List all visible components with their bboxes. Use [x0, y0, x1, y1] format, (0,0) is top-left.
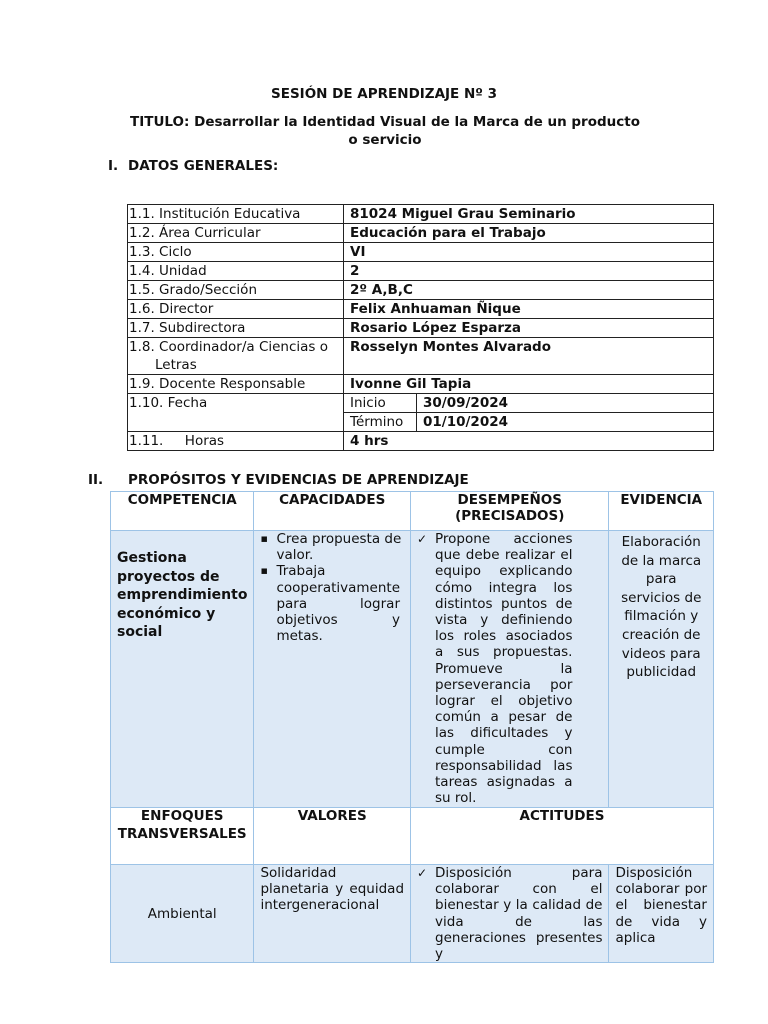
table-row	[128, 300, 714, 319]
list-item: ✓ Propone acciones que debe realizar el equipo explicando cómo integra los distintos puntos de vista y definiendo los roles asociados a sus propuestas. Promueve la perseverancia por lograr el objetivo común a pesar de las dificultades y cumple con responsabilidad las tareas asignadas a su rol.	[435, 531, 572, 806]
table-row	[128, 243, 714, 262]
header-desempenos: DESEMPEÑOS (PRECISADOS)	[411, 492, 609, 531]
competencia-cell: Gestiona proyectos de emprendimiento económico y social	[111, 531, 254, 808]
table-row	[128, 224, 714, 243]
datos-label-line2: Letras	[155, 357, 197, 373]
datos-label-line1: 1.8. Coordinador/a Ciencias o	[129, 339, 329, 355]
capacidades-list	[260, 531, 404, 644]
datos-value: Rosario López Esparza	[344, 319, 714, 338]
datos-value: Felix Anhuaman Ñique	[344, 300, 714, 319]
datos-label: 1.3. Ciclo	[128, 243, 344, 262]
datos-label: 1.1. Institución Educativa	[128, 205, 344, 224]
capacidades-cell	[254, 531, 411, 808]
list-item: ▪ Trabaja cooperativamente para lograr objetivos y metas.	[276, 563, 404, 644]
datos-value: VI	[344, 243, 714, 262]
datos-label: 1.4. Unidad	[128, 262, 344, 281]
datos-value: 2	[344, 262, 714, 281]
list-item: ▪ Crea propuesta de valor.	[276, 531, 404, 563]
datos-label: 1.5. Grado/Sección	[128, 281, 344, 300]
fecha-inicio-value: 30/09/2024	[417, 394, 714, 413]
fecha-termino-value: 01/10/2024	[417, 413, 714, 432]
section2-number: II.	[88, 472, 104, 488]
table-row	[128, 432, 714, 451]
datos-value: Educación para el Trabajo	[344, 224, 714, 243]
table-row	[128, 319, 714, 338]
datos-label: 1.7. Subdirectora	[128, 319, 344, 338]
table-row	[111, 865, 714, 963]
datos-value: 2º A,B,C	[344, 281, 714, 300]
session-subtitle: TITULO: Desarrollar la Identidad Visual de la Marca de un producto o servicio	[130, 114, 640, 148]
datos-generales-table	[127, 204, 714, 451]
section2-title: PROPÓSITOS Y EVIDENCIAS DE APRENDIZAJE	[128, 472, 469, 488]
actitud-list	[417, 865, 602, 962]
list-item: ✓ Disposición para colaborar con el bienestar y la calidad de vida de las generaciones presentes y	[435, 865, 602, 962]
datos-label: 1.2. Área Curricular	[128, 224, 344, 243]
table-row	[111, 531, 714, 808]
horas-value: 4 hrs	[344, 432, 714, 451]
header-enfoques: ENFOQUES TRANSVERSALES	[111, 808, 254, 865]
datos-value: 81024 Miguel Grau Seminario	[344, 205, 714, 224]
table-row	[128, 394, 714, 413]
table-row	[128, 338, 714, 375]
table-row	[128, 262, 714, 281]
horas-label: 1.11. Horas	[128, 432, 344, 451]
desempeno-cell	[411, 531, 609, 808]
fecha-label: 1.10. Fecha	[128, 394, 344, 432]
table-row	[128, 375, 714, 394]
header-valores: VALORES	[254, 808, 411, 865]
valor-cell: Solidaridad planetaria y equidad intergeneracional	[254, 865, 411, 963]
header-evidencia: EVIDENCIA	[609, 492, 714, 531]
header-actitudes: ACTITUDES	[411, 808, 714, 865]
fecha-inicio-label: Inicio	[344, 394, 417, 413]
header-competencia: COMPETENCIA	[111, 492, 254, 531]
session-title: SESIÓN DE APRENDIZAJE Nº 3	[271, 86, 497, 102]
datos-value: Ivonne Gil Tapia	[344, 375, 714, 394]
desempeno-list	[417, 531, 602, 806]
header-capacidades: CAPACIDADES	[254, 492, 411, 531]
table-header-row	[111, 492, 714, 531]
section1-number: I.	[108, 158, 119, 174]
fecha-termino-label: Término	[344, 413, 417, 432]
evidencia-cell: Elaboración de la marca para servicios de filmación y creación de videos para publicidad	[609, 531, 714, 808]
actitud-cell-2: Disposición colaborar por el bienestar de vida y aplica	[609, 865, 714, 963]
datos-label	[128, 338, 344, 375]
propositos-table	[110, 491, 714, 963]
datos-label: 1.6. Director	[128, 300, 344, 319]
datos-label: 1.9. Docente Responsable	[128, 375, 344, 394]
enfoque-cell: Ambiental	[111, 865, 254, 963]
table-row	[128, 205, 714, 224]
table-header-row	[111, 808, 714, 865]
actitud-cell	[411, 865, 609, 963]
datos-value: Rosselyn Montes Alvarado	[344, 338, 714, 375]
section1-title: DATOS GENERALES:	[128, 158, 279, 174]
table-row	[128, 281, 714, 300]
